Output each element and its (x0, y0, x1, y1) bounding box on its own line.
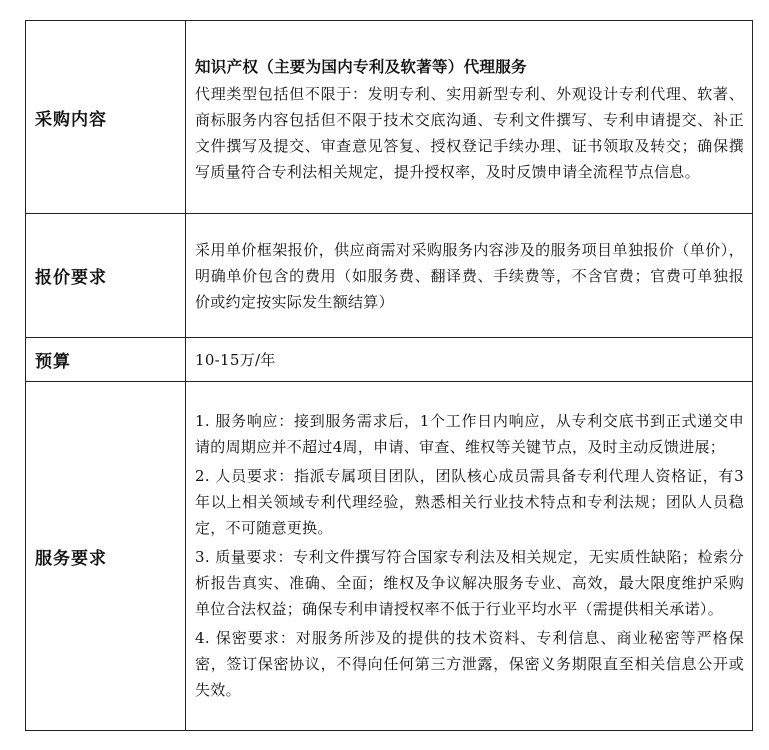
table-row (26, 21, 753, 214)
budget-value: 10-15万/年 (195, 350, 276, 369)
row-label-quotation-requirements: 报价要求 (26, 214, 186, 338)
table-row (26, 382, 753, 731)
table-row (26, 214, 753, 338)
procurement-content-text: 代理类型包括但不限于：发明专利、实用新型专利、外观设计专利代理、软著、商标服务内容包括但不限于技术交底沟通、专利文件撰写、专利申请提交、补正文件撰写及提交、审查意见答复、授权登记手续办理、证书领取及转交；确保撰写质量符合专利法相关规定，提升授权率，及时反馈申请全流程节点信息。 (195, 85, 744, 181)
procurement-content-cell (186, 21, 753, 214)
quality-requirement-item: 3. 质量要求：专利文件撰写符合国家专利法及相关规定，无实质性缺陷；检索分析报告真实、准确、全面；维权及争议解决服务专业、高效，最大限度维护采购单位合法权益；确保专利申请授权率不低于行业平均水平（需提供相关承诺）。 (195, 547, 744, 618)
personnel-requirement-item: 2. 人员要求：指派专属项目团队，团队核心成员需具备专利代理人资格证，有3年以上相关领域专利代理经验，熟悉相关行业技术特点和专利法规；团队人员稳定，不可随意更换。 (195, 466, 744, 537)
service-requirements-cell (186, 382, 753, 731)
quotation-requirements-text: 采用单价框架报价，供应商需对采购服务内容涉及的服务项目单独报价（单价），明确单价包含的费用（如服务费、翻译费、手续费等，不含官费；官费可单独报价或约定按实际发生额结算） (195, 240, 744, 311)
table-row (26, 338, 753, 382)
row-label-service-requirements: 服务要求 (26, 382, 186, 731)
quotation-requirements-cell (186, 214, 753, 338)
service-response-item: 1. 服务响应：接到服务需求后，1个工作日内响应，从专利交底书到正式递交申请的周期应并不超过4周，申请、审查、维权等关键节点，及时主动反馈进展； (195, 411, 744, 456)
row-label-procurement-content: 采购内容 (26, 21, 186, 214)
procurement-requirements-table (25, 20, 753, 731)
budget-cell (186, 338, 753, 382)
confidentiality-requirement-item: 4. 保密要求：对服务所涉及的提供的技术资料、专利信息、商业秘密等严格保密，签订保密协议，不得向任何第三方泄露，保密义务期限直至相关信息公开或失效。 (195, 628, 744, 699)
service-title: 知识产权（主要为国内专利及软著等）代理服务 (195, 58, 527, 76)
row-label-budget: 预算 (26, 338, 186, 382)
